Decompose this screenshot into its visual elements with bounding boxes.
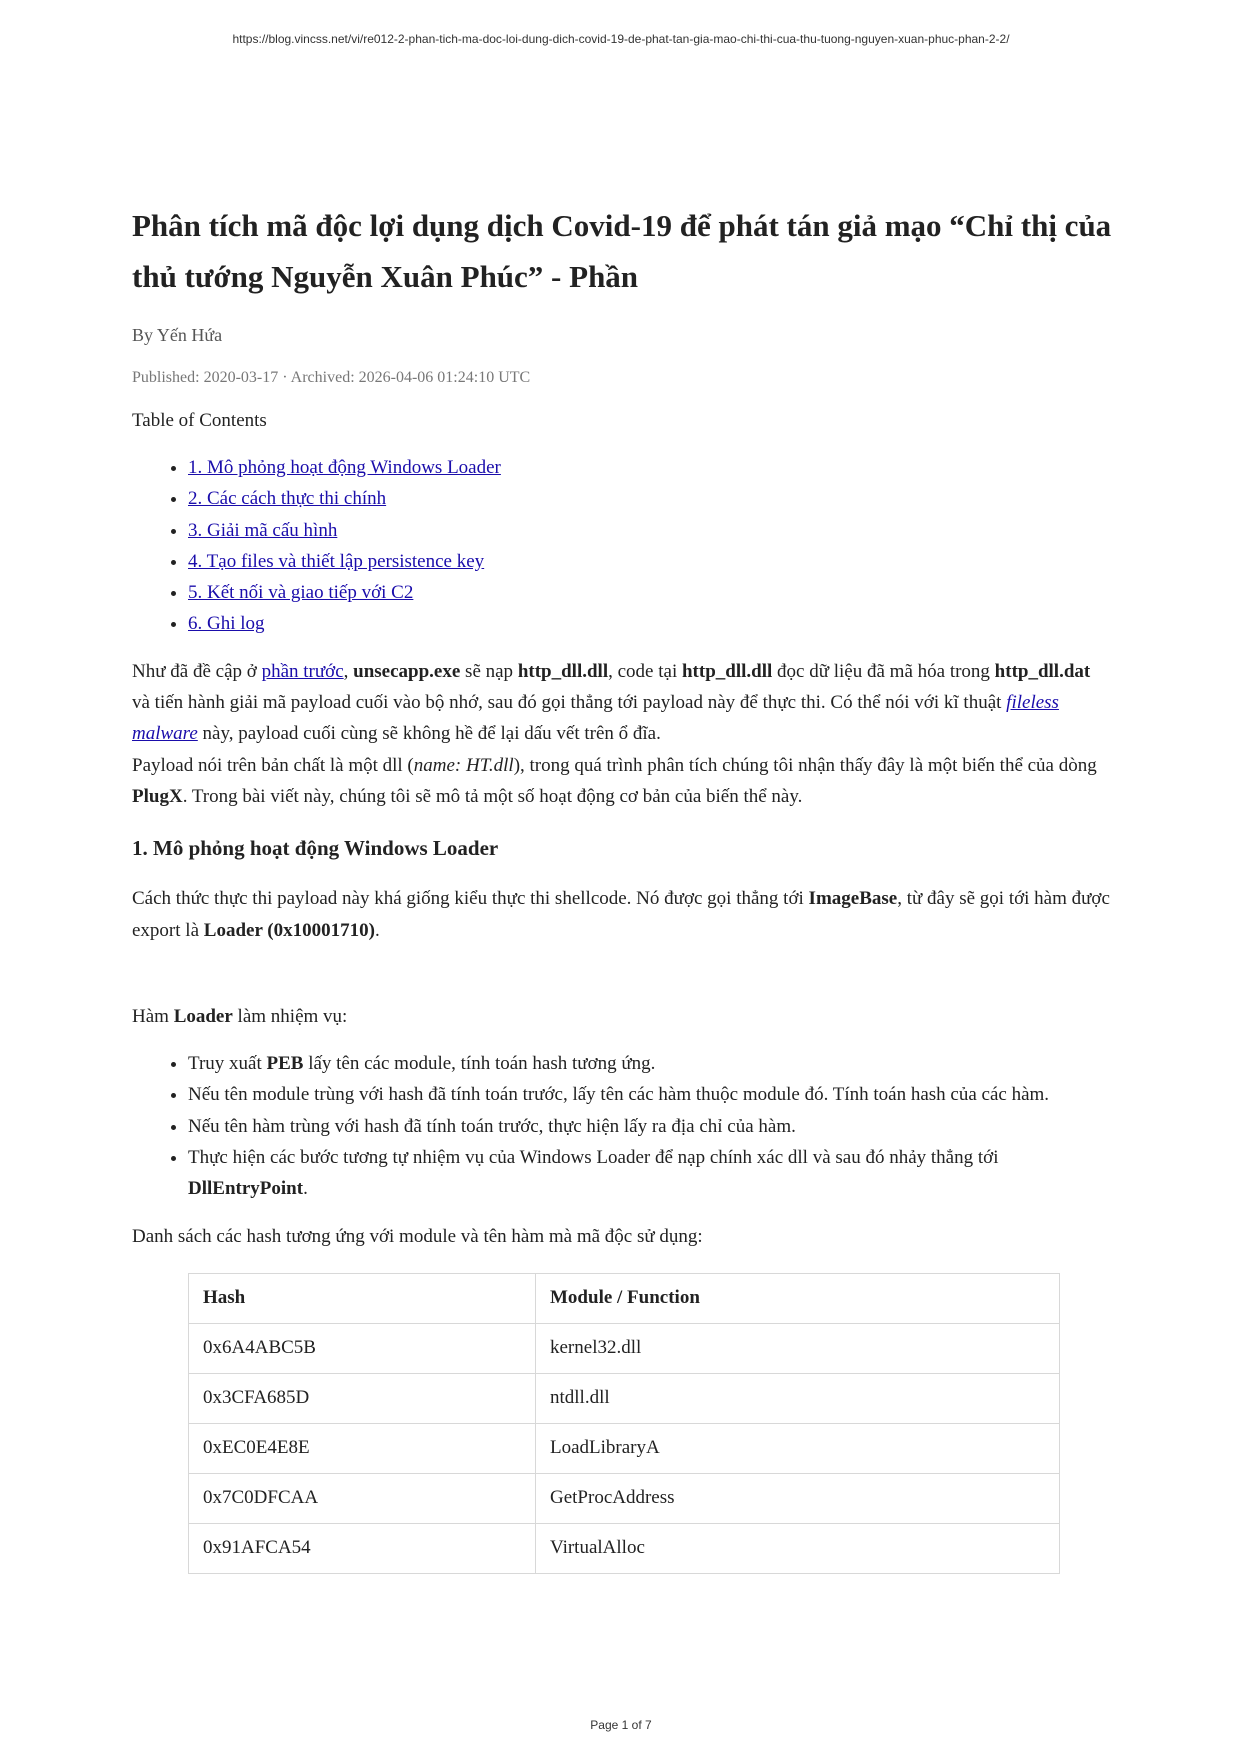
column-header-hash: Hash	[189, 1273, 536, 1323]
toc-item	[188, 515, 1112, 546]
bold-term: PEB	[266, 1053, 304, 1075]
text: Như đã đề cập ở	[132, 660, 262, 682]
module-cell: LoadLibraryA	[536, 1423, 1060, 1473]
bold-term: http_dll.dll	[681, 660, 773, 682]
italic-term: name: HT.dll	[413, 754, 514, 776]
bold-term: DllEntryPoint	[188, 1178, 304, 1200]
bold-term: http_dll.dat	[994, 660, 1091, 682]
toc-link-config[interactable]: 3. Giải mã cấu hình	[188, 519, 338, 541]
hash-cell: 0xEC0E4E8E	[189, 1423, 536, 1473]
text: Cách thức thực thi payload này khá giống kiểu thực thi shellcode. Nó được gọi thẳng tới	[132, 888, 809, 910]
toc-item	[188, 452, 1112, 483]
list-item: • Nếu tên hàm trùng với hash đã tính toán trước, thực hiện lấy ra địa chỉ của hàm.	[188, 1111, 1112, 1142]
text: lấy tên các module, tính toán hash tương ứng.	[303, 1053, 656, 1075]
hash-cell: 0x3CFA685D	[189, 1373, 536, 1423]
text: sẽ nạp	[460, 660, 518, 682]
text: , code tại	[608, 660, 682, 682]
table-header-row	[189, 1273, 1060, 1323]
publish-meta: Published: 2020-03-17 · Archived: 2026-04-06 01:24:10 UTC	[132, 369, 531, 386]
text: Hàm	[132, 1005, 174, 1027]
text: .	[374, 919, 380, 941]
table-row	[189, 1423, 1060, 1473]
intro-paragraph	[132, 656, 1112, 812]
text: ), trong quá trình phân tích chúng tôi nhận thấy đây là một biến thể của dòng	[513, 754, 1097, 776]
article	[132, 200, 1112, 1574]
list-item	[188, 1142, 1112, 1205]
toc-link-persistence[interactable]: 4. Tạo files và thiết lập persistence key	[188, 550, 485, 572]
module-cell: VirtualAlloc	[536, 1523, 1060, 1573]
toc-link-execution[interactable]: 2. Các cách thực thi chính	[188, 488, 387, 510]
bold-term: Loader (0x10001710)	[203, 919, 375, 941]
toc-item	[188, 546, 1112, 577]
previous-part-link[interactable]: phần trước	[261, 660, 344, 682]
hash-cell: 0x91AFCA54	[189, 1523, 536, 1573]
bold-term: Loader	[173, 1005, 233, 1027]
italic-term: fileless malware	[132, 692, 1059, 745]
text: , từ đây sẽ gọi tới hàm được export là	[132, 888, 1110, 941]
column-header-module: Module / Function	[536, 1273, 1060, 1323]
list-item: • Nếu tên module trùng với hash đã tính toán trước, lấy tên các hàm thuộc module đó. Tính toán hash của các hàm.	[188, 1079, 1112, 1110]
text: Payload nói trên bản chất là một dll (	[132, 754, 414, 776]
table-of-contents	[132, 452, 1112, 640]
table-row	[189, 1523, 1060, 1573]
module-cell: kernel32.dll	[536, 1323, 1060, 1373]
section1-paragraph	[132, 883, 1112, 946]
toc-title: Table of Contents	[132, 410, 267, 431]
toc-item	[188, 483, 1112, 514]
list-item	[188, 1048, 1112, 1079]
loader-task-list	[132, 1048, 1112, 1204]
text: ,	[343, 660, 354, 682]
toc-item	[188, 608, 1112, 639]
page-number: Page 1 of 7	[590, 1718, 652, 1732]
hash-list-intro: Danh sách các hash tương ứng với module và tên hàm mà mã độc sử dụng:	[132, 1225, 703, 1247]
loader-intro-paragraph	[132, 1001, 1112, 1032]
bold-term: ImageBase	[808, 888, 898, 910]
text: và tiến hành giải mã payload cuối vào bộ nhớ, sau đó gọi thẳng tới payload này để thực thi. Có thể nói với kĩ thuật	[132, 692, 1007, 714]
page-url: https://blog.vincss.net/vi/re012-2-phan-tich-ma-doc-loi-dung-dich-covid-19-de-phat-tan-gia-mao-chi-thi-cua-thu-tuong-nguyen-xuan-phuc-phan-2-2/	[232, 32, 1010, 46]
byline: By Yến Hứa	[132, 325, 223, 345]
text: .	[303, 1178, 308, 1200]
bold-term: unsecapp.exe	[353, 660, 461, 682]
text: này, payload cuối cùng sẽ không hề để lại dấu vết trên ổ đĩa.	[197, 723, 661, 745]
bold-term: http_dll.dll	[517, 660, 609, 682]
module-cell: ntdll.dll	[536, 1373, 1060, 1423]
text: đọc dữ liệu đã mã hóa trong	[772, 660, 995, 682]
toc-link-c2[interactable]: 5. Kết nối và giao tiếp với C2	[188, 582, 414, 604]
toc-link-log[interactable]: 6. Ghi log	[188, 613, 265, 635]
toc-item	[188, 577, 1112, 608]
hash-cell: 0x7C0DFCAA	[189, 1473, 536, 1523]
module-cell: GetProcAddress	[536, 1473, 1060, 1523]
hash-table	[188, 1273, 1060, 1574]
text: . Trong bài viết này, chúng tôi sẽ mô tả một số hoạt động cơ bản của biến thể này.	[182, 785, 803, 807]
toc-link-loader[interactable]: 1. Mô phỏng hoạt động Windows Loader	[188, 457, 501, 478]
table-row	[189, 1323, 1060, 1373]
article-title: Phân tích mã độc lợi dụng dịch Covid-19 để phát tán giả mạo “Chỉ thị của thủ tướng Nguyễn Xuân Phúc” - Phần	[132, 208, 1112, 294]
section-heading: 1. Mô phỏng hoạt động Windows Loader	[132, 836, 499, 861]
table-row	[189, 1473, 1060, 1523]
bold-term: PlugX	[132, 785, 183, 807]
hash-cell: 0x6A4ABC5B	[189, 1323, 536, 1373]
text: Thực hiện các bước tương tự nhiệm vụ của Windows Loader để nạp chính xác dll và sau đó nhảy thẳng tới	[188, 1147, 999, 1169]
text: Truy xuất	[188, 1053, 267, 1075]
text: làm nhiệm vụ:	[232, 1005, 348, 1027]
table-row	[189, 1373, 1060, 1423]
